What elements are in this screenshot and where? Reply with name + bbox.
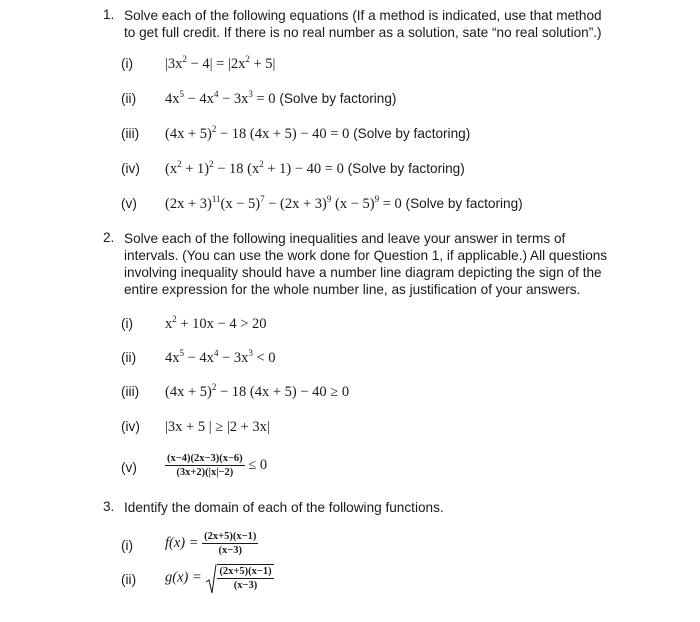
q2-line4: entire expression for the whole number line, as justification of your answers. — [124, 282, 581, 297]
q3-number: 3. — [103, 499, 115, 514]
fraction: $\frac{(2x+5)(x-1)}{(x-3)}$ — [204, 531, 257, 556]
q2-inequality-v: $\frac{(x-4)(2x-3)(x-6)}{(3x+2)(|x|-2)}$ ≤ 0 — [167, 453, 268, 478]
item-label: (iv) — [121, 419, 140, 434]
q1-equation-v: $(2x + 3)^{11}(x - 5)^7 - (2x + 3)^9$ $(x - 5)^9 = 0$ (Solve by factoring) — [165, 194, 523, 212]
item-label: (iv) — [121, 161, 140, 176]
q2-inequality-i: $x^2 + 10x - 4 > 20$ — [165, 314, 267, 332]
q2-inequality-ii: $4x^5 - 4x^4 - 3x^3 < 0$ — [165, 348, 276, 366]
q1-equation-i: $|3x^2 - 4| = |2x^2 + 5|$ — [165, 54, 276, 72]
q1-number: 1. — [103, 7, 115, 22]
square-root — [205, 564, 273, 592]
q2-number: 2. — [103, 230, 115, 245]
item-label: (ii) — [121, 572, 137, 587]
q3-instructions: Identify the domain of each of the following functions. — [124, 500, 444, 515]
q2-inequality-iii: $(4x + 5)^2 - 18$ (4x + 5) − 40 ≥ 0 — [165, 382, 350, 400]
q2-inequality-iv: |3x + 5 | ≥ |2 + 3x| — [165, 419, 270, 435]
q1-equation-iii: $(4x + 5)^2 - 18$ (4x + 5) − 40 = 0 (Solve by factoring) — [165, 124, 471, 142]
q1-line2: to get full credit. If there is no real number as a solution, sate “no real solution”.) — [124, 25, 602, 40]
radical-sign-icon — [205, 564, 217, 594]
item-label: (iii) — [121, 384, 140, 399]
q2-line2: intervals. (You can use the work done for Question 1, if applicable.) All questions — [124, 248, 608, 263]
item-label: (i) — [121, 316, 134, 331]
fraction: $\frac{(2x+5)(x-1)}{(x-3)}$ — [219, 566, 272, 591]
fraction: $\frac{(x-4)(2x-3)(x-6)}{(3x+2)(|x|-2)}$ — [167, 453, 243, 478]
q1-equation-iv: $(x^2 + 1)^2 - 18$ $(x^2 + 1) - 40 = 0$ (Solve by factoring) — [165, 159, 465, 177]
item-label: (ii) — [121, 91, 137, 106]
q3-function-f: f(x) = $\frac{(2x+5)(x-1)}{(x-3)}$ — [165, 531, 257, 556]
item-label: (i) — [121, 538, 134, 553]
q1-instructions — [124, 7, 602, 41]
item-label: (v) — [121, 460, 137, 475]
q1-line1: Solve each of the following equations (If a method is indicated, use that method — [124, 8, 602, 23]
item-label: (i) — [121, 56, 134, 71]
item-label: (iii) — [121, 126, 140, 141]
q3-function-g: g(x) = $\frac{(2x+5)(x-1)}{(x-3)}$ — [165, 564, 274, 592]
q1-equation-ii: $4x^5 - 4x^4 - 3x^3 = 0$ (Solve by factoring) — [165, 89, 397, 107]
q2-instructions — [124, 230, 607, 298]
q2-line1: Solve each of the following inequalities and leave your answer in terms of — [124, 231, 566, 246]
item-label: (v) — [121, 196, 137, 211]
q2-line3: involving inequality should have a number line diagram depicting the sign of the — [124, 265, 602, 280]
item-label: (ii) — [121, 350, 137, 365]
